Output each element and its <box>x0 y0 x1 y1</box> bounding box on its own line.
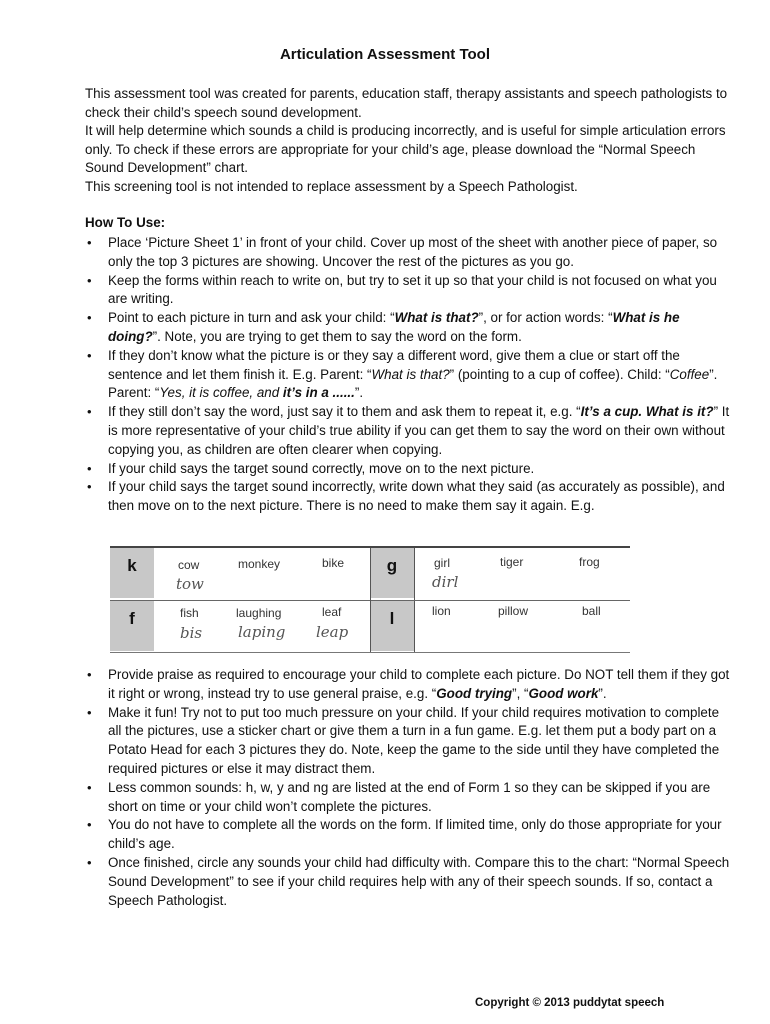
target-word: leaf <box>322 605 342 619</box>
handwritten-response: dirl <box>432 573 459 591</box>
target-word: cow <box>178 558 200 572</box>
list-item <box>85 704 730 779</box>
page-title: Articulation Assessment Tool <box>279 46 491 63</box>
target-word: frog <box>579 555 600 569</box>
target-word: tiger <box>500 555 524 569</box>
list-item-text: it’s in a ...... <box>282 385 355 401</box>
sound-cell: l <box>370 600 414 651</box>
list-item-text: If they still don’t say the word, just say it to them and ask them to repeat it, e.g. “ <box>108 404 581 420</box>
list-item-text: Provide praise as required to encourage your child to complete each picture. Do NOT tell them if they got it right or wrong, instead try to use general praise, e.g. “ <box>108 667 730 701</box>
list-item-text: ”. Parent: “ <box>108 366 718 401</box>
list-item <box>85 816 730 854</box>
list-item-text: It’s a cup. What is it? <box>580 404 714 420</box>
target-word: bike <box>322 556 345 570</box>
instructions-list <box>85 234 730 516</box>
list-item-text: What is that? <box>394 310 479 326</box>
list-item-text: ” (pointing to a cup of coffee). Child: “ <box>449 366 670 382</box>
list-item-text: Make it fun! Try not to put too much pressure on your child. If your child requires motivation to complete all the pictures, use a sticker chart or give them a turn in a fun game. E.g. let them put a body part on a Potato Head for each 3 pictures they do. Note, keep the game to the side until they have completed the required pictures or else it may distract them. <box>108 704 720 776</box>
instructions-list-continued <box>85 666 730 910</box>
target-word: lion <box>432 604 451 618</box>
list-item <box>85 347 730 403</box>
target-word: pillow <box>498 604 529 618</box>
list-item-text: You do not have to complete all the words on the form. If limited time, only do those appropriate for your child’s age. <box>108 817 722 852</box>
list-item-text: ”. <box>598 685 607 701</box>
intro-text <box>85 85 735 197</box>
list-item-text: ”, or for action words: “ <box>478 310 613 326</box>
target-word: monkey <box>238 557 281 571</box>
table-divider <box>370 548 371 652</box>
list-item-text: Once finished, circle any sounds your child had difficulty with. Compare this to the chart: “Normal Speech Sound Development” to see if your child requires help with any of their speech sounds. If so, contact a Speech Pathologist. <box>108 854 730 908</box>
list-item-text: Yes, it is coffee, and <box>159 385 283 401</box>
target-word: girl <box>434 556 451 570</box>
list-item <box>85 666 730 704</box>
list-item-text: Good work <box>528 685 599 701</box>
list-item-text: Coffee <box>669 366 710 382</box>
sound-cell: g <box>370 548 414 598</box>
list-item-text: ”. Note, you are trying to get them to say the word on the form. <box>152 328 522 344</box>
list-item <box>85 403 730 459</box>
list-item-text: What is that? <box>371 366 450 382</box>
list-item-text: Less common sounds: h, w, y and ng are listed at the end of Form 1 so they can be skipped if you are short on time or your child won’t complete the pictures. <box>108 779 711 814</box>
list-item <box>85 779 730 817</box>
table-divider <box>414 600 630 601</box>
list-item <box>85 460 730 479</box>
handwritten-response: leap <box>316 623 349 641</box>
target-word: laughing <box>236 606 282 620</box>
list-item <box>85 234 730 272</box>
target-word: fish <box>180 606 199 620</box>
handwritten-response: bis <box>180 624 203 642</box>
list-item <box>85 309 730 347</box>
list-item-text: If your child says the target sound correctly, move on to the next picture. <box>108 460 535 476</box>
list-item-text: Good trying <box>436 685 513 701</box>
handwritten-response: tow <box>176 575 204 593</box>
list-item <box>85 478 730 516</box>
list-item <box>85 272 730 310</box>
list-item-text: What is he doing? <box>108 310 680 344</box>
intro-paragraph-1: This assessment tool was created for parents, education staff, therapy assistants and speech pathologists to check their child’s speech sound development. <box>85 86 728 120</box>
handwritten-response: laping <box>238 623 286 641</box>
list-item-text: ”. <box>354 385 364 401</box>
list-item <box>85 854 730 910</box>
table-divider <box>154 600 370 601</box>
list-item-text: Keep the forms within reach to write on, but try to set it up so that your child is not focused on what you are writing. <box>108 272 717 307</box>
sound-cell: k <box>110 548 154 598</box>
list-item-text: ” It is more representative of your child’s true ability if you can get them to say the word on their own without copying you, as children are often clearer when copying. <box>108 404 730 457</box>
sound-cell: f <box>110 600 154 651</box>
list-item-text: ”, “ <box>512 685 529 701</box>
intro-paragraph-2: It will help determine which sounds a child is producing incorrectly, and is useful for simple articulation errors only. To check if these errors are appropriate for your child’s age, please download the “Normal Speech Sound Development” chart. <box>85 123 726 176</box>
intro-paragraph-3: This screening tool is not intended to replace assessment by a Speech Pathologist. <box>85 178 578 194</box>
list-item-text: If your child says the target sound incorrectly, write down what they said (as accurately as possible), and then move on to the next picture. There is no need to make them say it again. E.g. <box>108 479 725 514</box>
target-word: ball <box>582 604 601 618</box>
how-to-use-heading: How To Use: <box>85 215 166 230</box>
copyright-notice: Copyright © 2013 puddytat speech <box>475 997 665 1009</box>
list-item-text: Place ‘Picture Sheet 1’ in front of your child. Cover up most of the sheet with another piece of paper, so only the top 3 pictures are showing. Uncover the rest of the pictures as you go. <box>108 235 718 269</box>
example-table <box>110 546 630 653</box>
list-item-text: If they don’t know what the picture is or they say a different word, give them a clue or start off the sentence and let them finish it. E.g. Parent: “ <box>108 347 680 382</box>
list-item-text: Point to each picture in turn and ask your child: “ <box>108 310 395 326</box>
